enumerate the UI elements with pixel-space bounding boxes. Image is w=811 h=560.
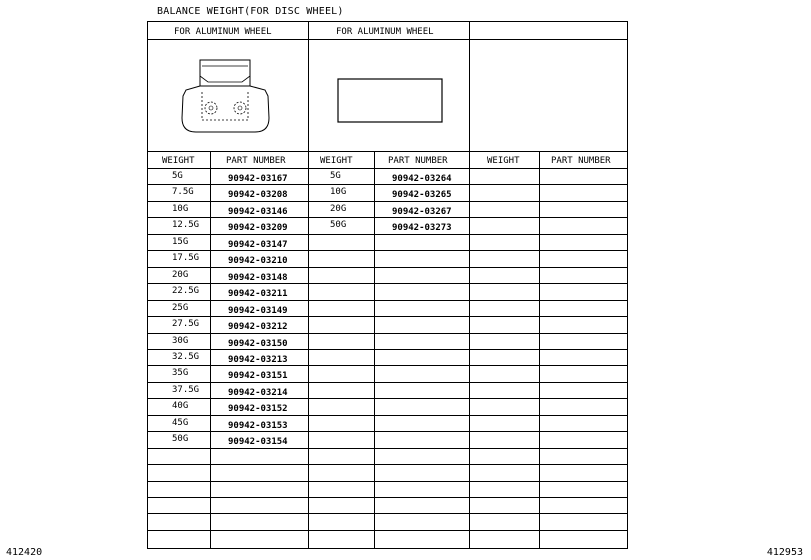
part-number-cell: 90942-03273 bbox=[392, 223, 452, 233]
part-number-cell: 90942-03208 bbox=[228, 190, 288, 200]
part-number-header-1: PART NUMBER bbox=[226, 156, 286, 166]
weight-header-2: WEIGHT bbox=[320, 156, 353, 166]
weight-cell: 10G bbox=[330, 187, 347, 197]
part-number-cell: 90942-03150 bbox=[228, 339, 288, 349]
row-rule bbox=[147, 333, 628, 334]
row-rule bbox=[147, 283, 628, 284]
weight-cell: 22.5G bbox=[172, 286, 200, 296]
weight-cell: 5G bbox=[172, 171, 183, 181]
weight-cell: 32.5G bbox=[172, 352, 200, 362]
row-rule bbox=[147, 481, 628, 482]
adhesive-weight-icon bbox=[336, 76, 446, 126]
section-heading-2: FOR ALUMINUM WHEEL bbox=[336, 27, 434, 37]
part-number-cell: 90942-03146 bbox=[228, 207, 288, 217]
part-number-header-2: PART NUMBER bbox=[388, 156, 448, 166]
weight-cell: 5G bbox=[330, 171, 341, 181]
weight-cell: 10G bbox=[172, 204, 189, 214]
row-rule bbox=[147, 349, 628, 350]
row-rule bbox=[147, 382, 628, 383]
part-number-cell: 90942-03265 bbox=[392, 190, 452, 200]
page-title: BALANCE WEIGHT(FOR DISC WHEEL) bbox=[157, 6, 344, 17]
section-divider bbox=[308, 21, 309, 549]
weight-cell: 50G bbox=[330, 220, 347, 230]
row-rule bbox=[147, 530, 628, 531]
weight-cell: 37.5G bbox=[172, 385, 200, 395]
column-divider bbox=[210, 151, 211, 549]
part-number-header-3: PART NUMBER bbox=[551, 156, 611, 166]
weight-cell: 17.5G bbox=[172, 253, 200, 263]
weight-cell: 27.5G bbox=[172, 319, 200, 329]
row-rule bbox=[147, 201, 628, 202]
weight-cell: 30G bbox=[172, 336, 189, 346]
weight-cell: 45G bbox=[172, 418, 189, 428]
part-number-cell: 90942-03211 bbox=[228, 289, 288, 299]
row-rule bbox=[147, 217, 628, 218]
part-number-cell: 90942-03267 bbox=[392, 207, 452, 217]
part-number-cell: 90942-03213 bbox=[228, 355, 288, 365]
weight-cell: 40G bbox=[172, 401, 189, 411]
illustration-rule bbox=[147, 151, 628, 152]
row-rule bbox=[147, 234, 628, 235]
row-rule bbox=[147, 300, 628, 301]
part-number-cell: 90942-03151 bbox=[228, 371, 288, 381]
header-rule bbox=[147, 39, 628, 40]
row-rule bbox=[147, 184, 628, 185]
part-number-cell: 90942-03209 bbox=[228, 223, 288, 233]
row-rule bbox=[147, 497, 628, 498]
weight-header-1: WEIGHT bbox=[162, 156, 195, 166]
row-rule bbox=[147, 448, 628, 449]
weight-cell: 12.5G bbox=[172, 220, 200, 230]
part-number-cell: 90942-03147 bbox=[228, 240, 288, 250]
column-divider bbox=[374, 151, 375, 549]
section-divider bbox=[469, 21, 470, 549]
section-heading-1: FOR ALUMINUM WHEEL bbox=[174, 27, 272, 37]
part-number-cell: 90942-03154 bbox=[228, 437, 288, 447]
page-number-right: 412953 bbox=[766, 547, 803, 558]
weight-cell: 7.5G bbox=[172, 187, 194, 197]
weight-cell: 15G bbox=[172, 237, 189, 247]
part-number-cell: 90942-03149 bbox=[228, 306, 288, 316]
row-rule bbox=[147, 365, 628, 366]
page-number-left: 412420 bbox=[6, 547, 43, 558]
row-rule bbox=[147, 267, 628, 268]
part-number-cell: 90942-03264 bbox=[392, 174, 452, 184]
part-number-cell: 90942-03167 bbox=[228, 174, 288, 184]
weight-header-3: WEIGHT bbox=[487, 156, 520, 166]
row-rule bbox=[147, 415, 628, 416]
weight-cell: 20G bbox=[330, 204, 347, 214]
part-number-cell: 90942-03152 bbox=[228, 404, 288, 414]
row-rule bbox=[147, 250, 628, 251]
part-number-cell: 90942-03214 bbox=[228, 388, 288, 398]
weight-cell: 25G bbox=[172, 303, 189, 313]
part-number-cell: 90942-03212 bbox=[228, 322, 288, 332]
row-rule bbox=[147, 431, 628, 432]
part-number-cell: 90942-03210 bbox=[228, 256, 288, 266]
weight-cell: 20G bbox=[172, 270, 189, 280]
part-number-cell: 90942-03153 bbox=[228, 421, 288, 431]
clip-on-weight-icon bbox=[178, 56, 273, 136]
weight-cell: 35G bbox=[172, 368, 189, 378]
row-rule bbox=[147, 464, 628, 465]
part-number-cell: 90942-03148 bbox=[228, 273, 288, 283]
weight-cell: 50G bbox=[172, 434, 189, 444]
row-rule bbox=[147, 398, 628, 399]
row-rule bbox=[147, 513, 628, 514]
column-divider bbox=[539, 151, 540, 549]
row-rule bbox=[147, 316, 628, 317]
column-header-rule bbox=[147, 168, 628, 169]
